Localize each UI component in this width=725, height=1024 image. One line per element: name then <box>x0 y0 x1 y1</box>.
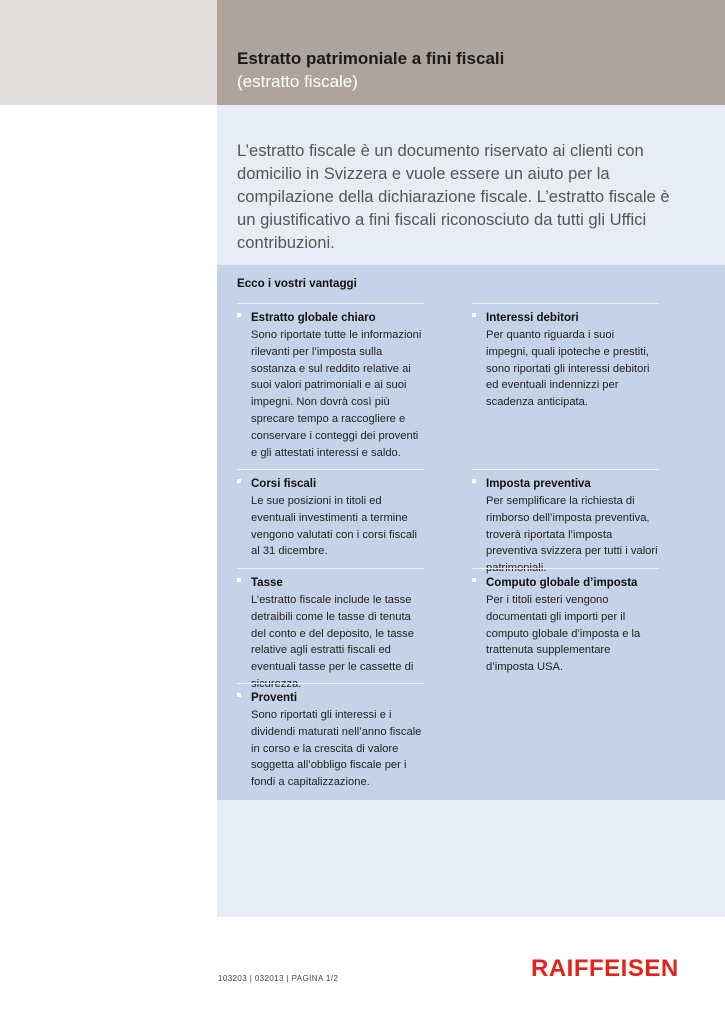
advantage-item <box>472 469 659 577</box>
advantage-description: L’estratto fiscale include le tasse detraibili come le tasse di tenuta del conto e del deposito, le tasse relative agli estratti fiscali ed eventuali tasse per le cassette di sicurezza. <box>251 594 414 690</box>
bullet-icon <box>237 578 241 582</box>
advantage-description: Per semplificare la richiesta di rimborso dell’imposta preventiva, troverà riportata l’imposta preventiva svizzera per tutti i valori patrimoniali. <box>486 495 658 575</box>
advantage-item <box>472 303 659 411</box>
advantage-item <box>472 568 659 676</box>
header-band <box>217 0 725 105</box>
bullet-icon <box>237 693 241 697</box>
advantage-title: Tasse <box>251 577 283 589</box>
advantage-description: Sono riportati gli interessi e i dividendi maturati nell’anno fiscale in corso e la crescita di valore soggetta all’obbligo fiscale per i fondi a capitalizzazione. <box>251 709 422 789</box>
advantage-title: Imposta preventiva <box>486 478 591 490</box>
bullet-icon <box>237 479 241 483</box>
bullet-icon <box>472 313 476 317</box>
raiffeisen-logo: RAIFFEISEN <box>531 955 679 982</box>
advantage-title: Corsi fiscali <box>251 478 317 490</box>
page-title: Estratto patrimoniale a fini fiscali <box>237 49 505 68</box>
page-subtitle: (estratto fiscale) <box>237 72 358 91</box>
advantage-title: Computo globale d’imposta <box>486 577 638 589</box>
advantage-item <box>237 469 424 560</box>
document-code: 103203 | 032013 | PAGINA 1/2 <box>218 974 339 983</box>
advantage-description: Per i titoli esteri vengono documentati gli importi per il computo globale d’imposta e la trattenuta supplementare d’imposta USA. <box>486 594 641 674</box>
bullet-icon <box>237 313 241 317</box>
advantage-title: Estratto globale chiaro <box>251 312 376 324</box>
advantage-title: Interessi debitori <box>486 312 579 324</box>
intro-paragraph: L’estratto fiscale è un documento riservato ai clienti con domicilio in Svizzera e vuole essere un aiuto per la compilazione della dichiarazione fiscale. L’estratto fiscale è un giustificativo a fini fiscali riconosciuto da tutti gli Uffici contribuzioni. <box>237 141 670 252</box>
advantage-description: Sono riportate tutte le informazioni rilevanti per l’imposta sulla sostanza e sul reddito relative ai suoi valori patrimoniali e ai suoi impegni. Non dovrà così più sprecare tempo a raccogliere e conservare i conteggi dei proventi e gli attestati interessi e saldo. <box>251 329 422 459</box>
advantage-item <box>237 568 424 693</box>
advantage-item <box>237 303 424 461</box>
advantages-panel <box>217 265 725 800</box>
bullet-icon <box>472 578 476 582</box>
advantages-heading: Ecco i vostri vantaggi <box>237 277 357 290</box>
advantage-title: Proventi <box>251 692 298 704</box>
corner-block <box>0 0 217 105</box>
advantage-description: Per quanto riguarda i suoi impegni, quali ipoteche e prestiti, sono riportati gli interessi debitori ed eventuali indennizzi per scadenza anticipata. <box>486 329 650 409</box>
advantage-description: Le sue posizioni in titoli ed eventuali investimenti a termine vengono valutati con i corsi fiscali al 31 dicembre. <box>251 495 418 558</box>
bullet-icon <box>472 479 476 483</box>
advantage-item <box>237 683 424 791</box>
